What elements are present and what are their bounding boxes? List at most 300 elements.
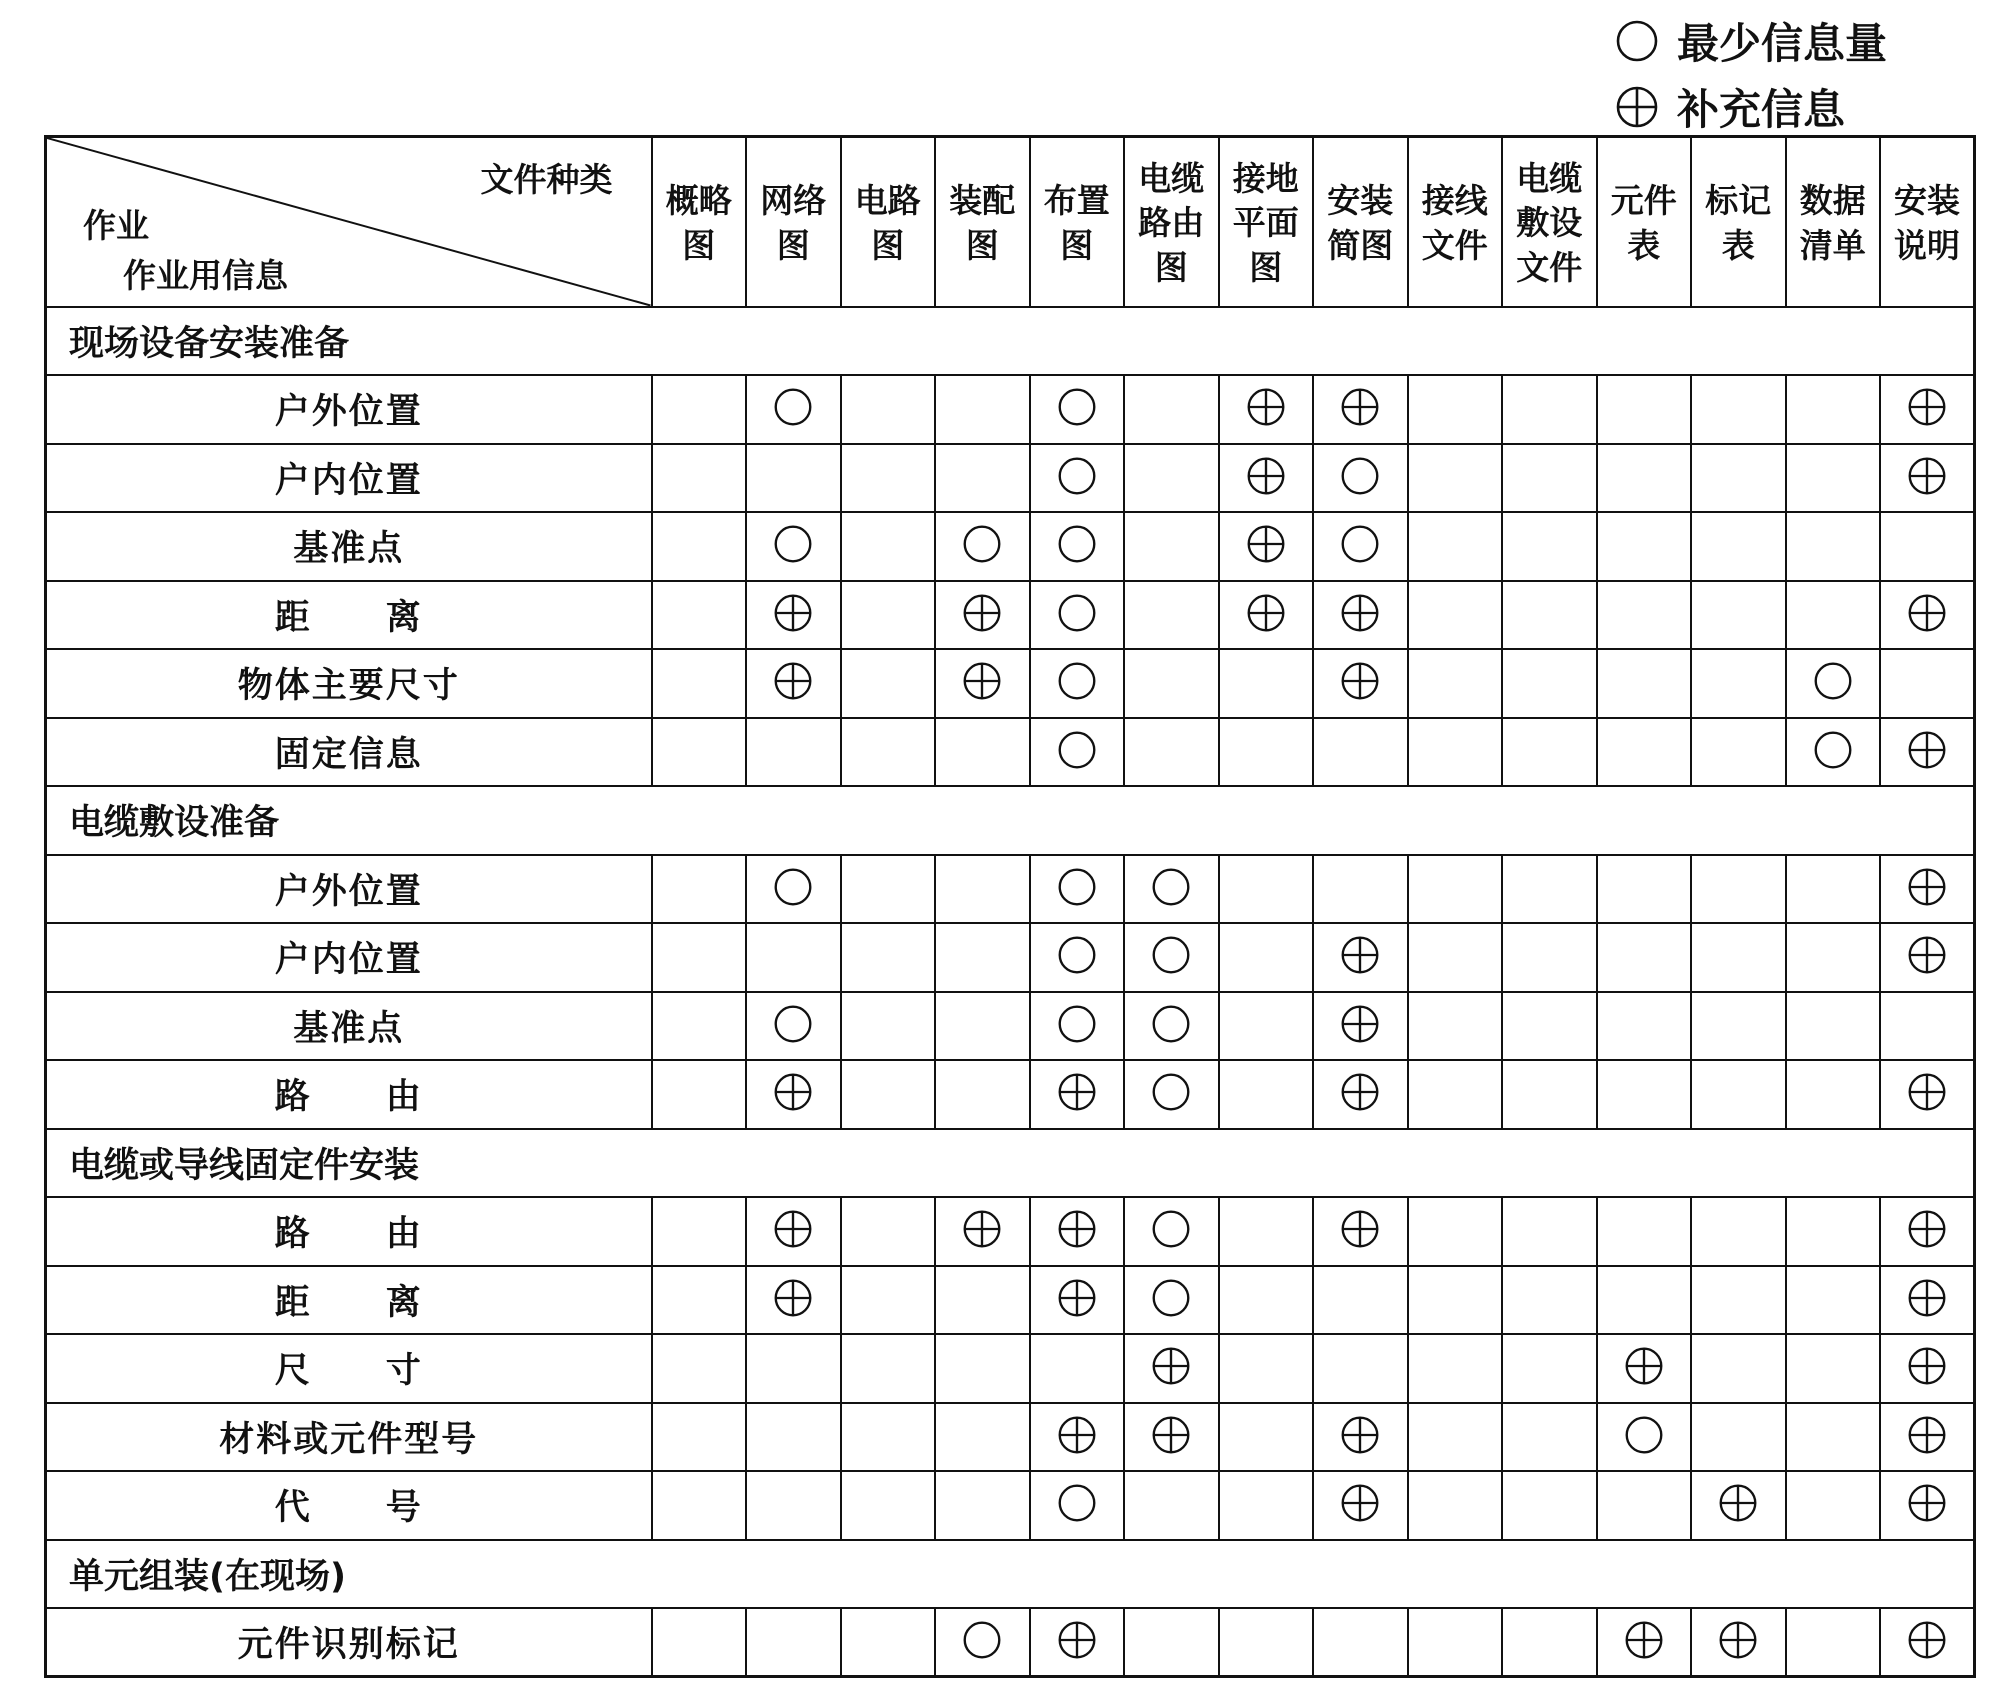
table-cell (1030, 718, 1125, 787)
column-header-line: 元件 (1610, 181, 1677, 221)
table-cell (1313, 1266, 1408, 1335)
table-row (46, 512, 1975, 581)
table-cell (746, 1334, 841, 1403)
row-label: 代 号 (46, 1471, 652, 1540)
table-cell (652, 923, 747, 992)
table-cell (1030, 1403, 1125, 1472)
table-cell (1030, 1334, 1125, 1403)
table-cell (1313, 1334, 1408, 1403)
circle-icon (773, 387, 813, 427)
table-row (46, 444, 1975, 513)
table-row (46, 375, 1975, 444)
table-cell (1219, 512, 1314, 581)
table-cell (1880, 1060, 1975, 1129)
table-cell (1597, 1060, 1692, 1129)
table-cell (1219, 923, 1314, 992)
table-cell (935, 1608, 1030, 1677)
table-cell (1124, 1334, 1219, 1403)
circle-icon (1151, 1072, 1191, 1112)
table-cell (1408, 375, 1503, 444)
table-cell (1219, 444, 1314, 513)
column-header-line: 说明 (1894, 225, 1960, 265)
table-cell (1313, 375, 1408, 444)
circle-plus-icon (1151, 1415, 1191, 1455)
circle-plus-icon (773, 1072, 813, 1112)
circle-plus-icon (1057, 1415, 1097, 1455)
table-cell (1597, 855, 1692, 924)
circle-plus-icon (1907, 1209, 1947, 1249)
circle-plus-icon (773, 661, 813, 701)
table-cell (841, 1403, 936, 1472)
table-cell (1219, 992, 1314, 1061)
circle-icon (1057, 524, 1097, 564)
table-cell (1786, 1266, 1881, 1335)
table-cell (1691, 1266, 1786, 1335)
table-cell (1880, 1608, 1975, 1677)
circle-plus-icon (1907, 1483, 1947, 1523)
section-title: 现场设备安装准备 (46, 307, 1975, 376)
column-header-line: 安装 (1894, 181, 1960, 221)
circle-plus-icon (1615, 85, 1659, 129)
table-cell (1502, 923, 1597, 992)
circle-plus-icon (1340, 935, 1380, 975)
table-cell (1030, 375, 1125, 444)
table-cell (746, 649, 841, 718)
table-cell (1313, 1403, 1408, 1472)
table-cell (1691, 923, 1786, 992)
circle-plus-icon (1907, 387, 1947, 427)
table-cell (1408, 1334, 1503, 1403)
row-label: 路 由 (46, 1060, 652, 1129)
circle-plus-icon (773, 593, 813, 633)
table-cell (1408, 992, 1503, 1061)
circle-plus-icon (1340, 1483, 1380, 1523)
circle-plus-icon (1624, 1346, 1664, 1386)
table-cell (1502, 444, 1597, 513)
table-cell (652, 581, 747, 650)
circle-icon (1813, 661, 1853, 701)
table-cell (1786, 1608, 1881, 1677)
table-cell (1691, 855, 1786, 924)
table-cell (1597, 581, 1692, 650)
table-cell (935, 1266, 1030, 1335)
table-cell (1124, 992, 1219, 1061)
table-row (46, 649, 1975, 718)
table-cell (1030, 1608, 1125, 1677)
legend (1615, 8, 1945, 140)
table-cell (1313, 581, 1408, 650)
row-label: 户外位置 (46, 375, 652, 444)
table-cell (935, 649, 1030, 718)
circle-plus-icon (1907, 1620, 1947, 1660)
circle-plus-icon (1340, 1209, 1380, 1249)
table-cell (841, 1334, 936, 1403)
row-label: 固定信息 (46, 718, 652, 787)
circle-plus-icon (1907, 456, 1947, 496)
table-cell (1313, 1060, 1408, 1129)
table-cell (1502, 1334, 1597, 1403)
table-cell (841, 444, 936, 513)
table-cell (1691, 1060, 1786, 1129)
table-cell (1219, 1471, 1314, 1540)
section-title: 单元组装(在现场) (46, 1540, 1975, 1609)
table-cell (841, 855, 936, 924)
column-header-line: 表 (1627, 225, 1661, 265)
table-cell (652, 375, 747, 444)
table-row (46, 855, 1975, 924)
column-header-line: 电缆 (1516, 158, 1583, 198)
circle-icon (1057, 387, 1097, 427)
table-cell (1313, 649, 1408, 718)
table-cell (746, 992, 841, 1061)
table-cell (1502, 649, 1597, 718)
table-cell (1408, 923, 1503, 992)
circle-plus-icon (1718, 1620, 1758, 1660)
circle-plus-icon (962, 1209, 1002, 1249)
column-header-4 (935, 137, 1030, 307)
table-cell (1408, 512, 1503, 581)
column-header-12 (1691, 137, 1786, 307)
table-cell (746, 375, 841, 444)
document-information-table (44, 135, 1976, 1678)
column-header-11 (1597, 137, 1692, 307)
table-cell (1786, 1403, 1881, 1472)
column-header-line: 图 (965, 225, 999, 265)
table-cell (1313, 718, 1408, 787)
row-label: 物体主要尺寸 (46, 649, 652, 718)
table-cell (1313, 1471, 1408, 1540)
table-cell (1691, 718, 1786, 787)
table-cell (841, 1608, 936, 1677)
table-cell (841, 375, 936, 444)
table-cell (935, 718, 1030, 787)
circle-icon (1151, 935, 1191, 975)
table-cell (1786, 512, 1881, 581)
column-header-line: 装配 (949, 181, 1016, 221)
table-cell (1219, 855, 1314, 924)
table-cell (1219, 718, 1314, 787)
circle-plus-icon (1340, 661, 1380, 701)
table-cell (1219, 1608, 1314, 1677)
table-cell (1880, 444, 1975, 513)
table-cell (1597, 375, 1692, 444)
circle-plus-icon (1907, 1415, 1947, 1455)
table-cell (1880, 1266, 1975, 1335)
table-cell (1691, 1403, 1786, 1472)
table-cell (1219, 375, 1314, 444)
circle-icon (1057, 661, 1097, 701)
table-cell (1124, 375, 1219, 444)
table-cell (935, 444, 1030, 513)
column-header-3 (841, 137, 936, 307)
table-cell (1124, 718, 1219, 787)
table-cell (1408, 1403, 1503, 1472)
table-cell (1880, 581, 1975, 650)
table-cell (1691, 444, 1786, 513)
circle-icon (1624, 1415, 1664, 1455)
table-cell (935, 1403, 1030, 1472)
table-cell (652, 1608, 747, 1677)
table-cell (841, 581, 936, 650)
table-cell (652, 1197, 747, 1266)
table-cell (1691, 581, 1786, 650)
table-cell (1030, 1060, 1125, 1129)
table-cell (1691, 1334, 1786, 1403)
section-row (46, 1540, 1975, 1609)
table-cell (1124, 1266, 1219, 1335)
row-label: 基准点 (46, 512, 652, 581)
circle-plus-icon (1907, 1072, 1947, 1112)
table-cell (1030, 512, 1125, 581)
table-cell (746, 1060, 841, 1129)
table-cell (1030, 444, 1125, 513)
table-cell (652, 1266, 747, 1335)
table-cell (1597, 649, 1692, 718)
column-header-13 (1786, 137, 1881, 307)
circle-icon (962, 1620, 1002, 1660)
table-cell (1408, 581, 1503, 650)
circle-icon (1057, 1483, 1097, 1523)
table-cell (1408, 855, 1503, 924)
circle-icon (1340, 524, 1380, 564)
table-cell (1786, 375, 1881, 444)
circle-plus-icon (1246, 456, 1286, 496)
legend-minimum-label: 最少信息量 (1677, 19, 1888, 68)
table-cell (1219, 1334, 1314, 1403)
column-header-5 (1030, 137, 1125, 307)
section-title: 电缆或导线固定件安装 (46, 1129, 1975, 1198)
table-cell (1691, 512, 1786, 581)
table-cell (746, 1266, 841, 1335)
table-cell (746, 581, 841, 650)
table-cell (1786, 855, 1881, 924)
column-header-line: 安装 (1327, 181, 1394, 221)
table-cell (935, 992, 1030, 1061)
table-cell (1880, 1403, 1975, 1472)
table-cell (1124, 855, 1219, 924)
circle-icon (1151, 1209, 1191, 1249)
circle-plus-icon (1151, 1346, 1191, 1386)
table-cell (746, 1403, 841, 1472)
table-cell (1124, 1608, 1219, 1677)
circle-icon (1151, 1004, 1191, 1044)
table-cell (1597, 1608, 1692, 1677)
row-label: 距 离 (46, 581, 652, 650)
column-header-line: 简图 (1327, 225, 1394, 265)
row-label: 材料或元件型号 (46, 1403, 652, 1472)
table-cell (1691, 1471, 1786, 1540)
circle-plus-icon (1907, 1278, 1947, 1318)
table-cell (1030, 923, 1125, 992)
table-cell (1880, 923, 1975, 992)
table-cell (1597, 1334, 1692, 1403)
table-cell (1124, 581, 1219, 650)
table-cell (1786, 718, 1881, 787)
table-cell (1880, 1471, 1975, 1540)
circle-icon (1057, 867, 1097, 907)
table-cell (1313, 1197, 1408, 1266)
table-cell (1502, 375, 1597, 444)
table-row (46, 1608, 1975, 1677)
table-cell (1124, 1060, 1219, 1129)
circle-plus-icon (1718, 1483, 1758, 1523)
table-cell (652, 649, 747, 718)
table-cell (1880, 1334, 1975, 1403)
table-cell (841, 992, 936, 1061)
row-label: 元件识别标记 (46, 1608, 652, 1677)
table-cell (841, 649, 936, 718)
table-cell (935, 923, 1030, 992)
table-cell (1691, 1197, 1786, 1266)
table-cell (1502, 581, 1597, 650)
column-header-line: 敷设 (1516, 203, 1583, 243)
task-info-label: 作业用信息 (123, 256, 288, 295)
column-header-line: 电路 (854, 181, 921, 221)
section-row (46, 1129, 1975, 1198)
table-cell (1124, 923, 1219, 992)
table-cell (652, 855, 747, 924)
table-cell (935, 1060, 1030, 1129)
section-row (46, 307, 1975, 376)
table-cell (1219, 1197, 1314, 1266)
table-row (46, 1060, 1975, 1129)
table-cell (1691, 992, 1786, 1061)
table-cell (841, 1266, 936, 1335)
table-cell (1786, 923, 1881, 992)
table-cell (1030, 649, 1125, 718)
column-header-line: 图 (682, 225, 716, 265)
column-header-9 (1408, 137, 1503, 307)
table-cell (1597, 1197, 1692, 1266)
table-cell (1786, 992, 1881, 1061)
table-cell (652, 718, 747, 787)
circle-icon (1057, 935, 1097, 975)
table-cell (1880, 512, 1975, 581)
table-cell (935, 1334, 1030, 1403)
circle-plus-icon (1340, 1072, 1380, 1112)
table-cell (1313, 1608, 1408, 1677)
table-cell (1597, 1471, 1692, 1540)
table-cell (1124, 1403, 1219, 1472)
table-cell (1502, 855, 1597, 924)
column-header-line: 数据 (1799, 181, 1866, 221)
table-cell (1502, 1403, 1597, 1472)
table-cell (935, 1471, 1030, 1540)
column-header-8 (1313, 137, 1408, 307)
table-cell (1408, 649, 1503, 718)
circle-icon (1151, 867, 1191, 907)
table-cell (1502, 1266, 1597, 1335)
table-cell (1030, 581, 1125, 650)
table-cell (1219, 581, 1314, 650)
header-row (46, 137, 1975, 307)
table-cell (746, 444, 841, 513)
table-cell (1502, 1608, 1597, 1677)
table-cell (841, 1197, 936, 1266)
table-row (46, 992, 1975, 1061)
table-cell (1408, 718, 1503, 787)
circle-plus-icon (1340, 387, 1380, 427)
table-cell (1408, 1471, 1503, 1540)
column-header-line: 接线 (1421, 181, 1488, 221)
table-cell (746, 718, 841, 787)
table-cell (746, 923, 841, 992)
table-cell (1786, 1471, 1881, 1540)
table-cell (746, 1471, 841, 1540)
column-header-line: 路由 (1138, 203, 1205, 243)
column-header-2 (746, 137, 841, 307)
table-cell (1880, 375, 1975, 444)
table-cell (746, 1197, 841, 1266)
table-row (46, 923, 1975, 992)
column-header-6 (1124, 137, 1219, 307)
circle-plus-icon (1907, 935, 1947, 975)
table-cell (1786, 1060, 1881, 1129)
table-cell (1219, 1266, 1314, 1335)
table-cell (1408, 1266, 1503, 1335)
column-header-line: 图 (1154, 248, 1188, 288)
circle-plus-icon (1246, 524, 1286, 564)
circle-icon (1057, 593, 1097, 633)
table-cell (1597, 1266, 1692, 1335)
circle-plus-icon (962, 661, 1002, 701)
table-cell (652, 992, 747, 1061)
table-cell (1786, 1334, 1881, 1403)
circle-plus-icon (1624, 1620, 1664, 1660)
table-row (46, 1403, 1975, 1472)
table-cell (1124, 512, 1219, 581)
circle-icon (1057, 456, 1097, 496)
circle-icon (773, 524, 813, 564)
circle-plus-icon (1907, 867, 1947, 907)
column-header-line: 文件 (1421, 225, 1488, 265)
column-header-line: 图 (1060, 225, 1094, 265)
circle-plus-icon (1340, 1004, 1380, 1044)
circle-plus-icon (1057, 1209, 1097, 1249)
table-cell (1880, 649, 1975, 718)
row-label: 距 离 (46, 1266, 652, 1335)
table-cell (1313, 512, 1408, 581)
circle-icon (773, 867, 813, 907)
table-cell (935, 1197, 1030, 1266)
table-cell (746, 1608, 841, 1677)
table-cell (1030, 992, 1125, 1061)
column-header-line: 电缆 (1138, 158, 1205, 198)
table-cell (1880, 855, 1975, 924)
circle-plus-icon (1246, 387, 1286, 427)
column-header-line: 网络 (760, 181, 827, 221)
section-title: 电缆敷设准备 (46, 786, 1975, 855)
table-cell (1502, 1471, 1597, 1540)
column-header-14 (1880, 137, 1975, 307)
table-cell (1219, 649, 1314, 718)
table-cell (1597, 718, 1692, 787)
circle-plus-icon (773, 1209, 813, 1249)
table-cell (1124, 1471, 1219, 1540)
table-cell (1124, 1197, 1219, 1266)
column-header-line: 概略 (665, 181, 732, 221)
circle-icon (773, 1004, 813, 1044)
table-cell (1124, 649, 1219, 718)
legend-supplementary-label: 补充信息 (1677, 85, 1846, 134)
table-cell (746, 855, 841, 924)
table-cell (841, 1471, 936, 1540)
column-header-line: 文件 (1516, 248, 1583, 288)
table-cell (1786, 649, 1881, 718)
column-header-line: 标记 (1705, 181, 1772, 221)
doc-type-label: 文件种类 (480, 160, 613, 199)
column-header-1 (652, 137, 747, 307)
